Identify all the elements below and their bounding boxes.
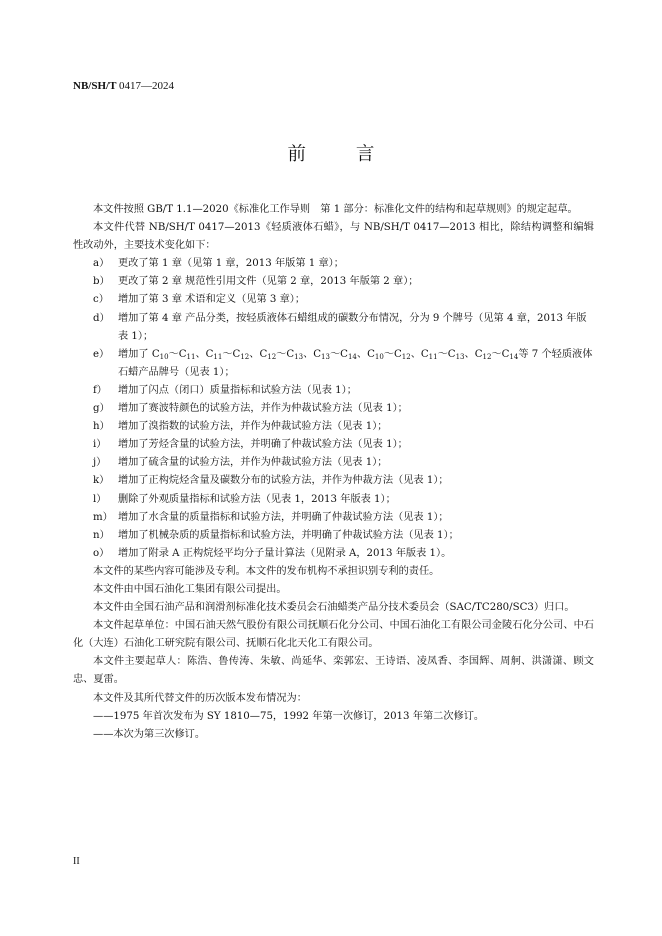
change-text: 增加了正构烷烃含量及碳数分布的试验方法，并作为仲裁方法（见表 1）； <box>118 475 449 487</box>
change-label: h） <box>93 421 110 433</box>
change-item-b <box>73 273 594 291</box>
change-label: n） <box>93 529 110 541</box>
carbon-number: $C_{13}$ <box>313 348 330 361</box>
carbon-number: $C_{11}$ <box>205 348 223 361</box>
history-item: ——本次为第三次修订。 <box>93 728 206 740</box>
change-label: j） <box>93 457 107 469</box>
carbon-number: $C_{12}$ <box>474 348 492 361</box>
change-text: 增加了第 4 章 产品分类，按轻质液体石蜡组成的碳数分布情况，分为 9 个牌号（见第 4 章，2013 年版表 1）； <box>118 312 587 342</box>
change-text: 增加了赛波特颜色的试验方法，并作为仲裁试验方法（见表 1）； <box>118 403 408 415</box>
carbon-number: $C_{13}$ <box>286 348 304 361</box>
drafting-units: 本文件起草单位：中国石油天然气股份有限公司抚顺石化分公司、中国石油化工有限公司金陵石化分公司、中石化（大连）石油化工研究院有限公司、抚顺石化北天化工有限公司。 <box>73 620 594 650</box>
change-label: c） <box>93 294 109 306</box>
change-item-j <box>73 454 594 472</box>
change-label: o） <box>93 547 110 559</box>
change-label: m） <box>93 511 113 523</box>
change-label: b） <box>93 276 110 288</box>
carbon-number: $C_{12}$ <box>259 348 277 361</box>
change-text-carbon-ranges <box>118 346 594 382</box>
change-label: f） <box>93 384 107 396</box>
carbon-number: $C_{11}$ <box>420 348 438 361</box>
carbon-range: $C_{10}\sim C_{12}$ <box>367 348 411 361</box>
foreword-body <box>73 201 594 744</box>
change-text: 增加了溴指数的试验方法，并作为仲裁试验方法（见表 1）； <box>118 421 388 433</box>
carbon-range: $C_{12}\sim C_{13}$ <box>259 348 304 361</box>
carbon-number: $C_{10}$ <box>151 348 169 361</box>
change-item-m <box>73 509 594 527</box>
proposer-statement: 本文件由中国石油化工集团有限公司提出。 <box>93 583 287 595</box>
change-label: g） <box>93 403 110 415</box>
change-text: 删除了外观质量指标和试验方法（见表 1，2013 年版表 1）； <box>118 493 396 505</box>
change-text-suffix: 等 7 个轻质液体石蜡产品牌号（见表 1）； <box>118 348 593 378</box>
change-item-a <box>73 255 594 273</box>
carbon-range: $C_{13}\sim C_{14}$ <box>313 348 357 361</box>
change-item-l <box>73 491 594 509</box>
carbon-range-list: $C_{10}\sim C_{11}$、$C_{11}\sim C_{12}$、$C_{12}\sim C_{13}$、$C_{13}\sim C_{14}$、$C_{10}\sim C_{12}$、$C_{11}\sim C_{13}$、$C_{12}\sim C_{14}$ <box>151 348 519 361</box>
carbon-number: $C_{10}$ <box>367 348 384 361</box>
change-label: k） <box>93 475 110 487</box>
change-text: 增加了附录 A 正构烷烃平均分子量计算法（见附录 A，2013 年版表 1）。 <box>118 547 452 559</box>
change-text: 更改了第 2 章 规范性引用文件（见第 2 章，2013 年版第 2 章）； <box>118 276 419 288</box>
change-item-h <box>73 418 594 436</box>
carbon-number: $C_{14}$ <box>501 348 519 361</box>
change-item-g <box>73 400 594 418</box>
carbon-range: $C_{11}\sim C_{13}$ <box>420 348 465 361</box>
change-item-f <box>73 382 594 400</box>
carbon-number: $C_{12}$ <box>393 348 411 361</box>
carbon-number: $C_{13}$ <box>447 348 465 361</box>
standard-code <box>73 80 174 92</box>
carbon-range: $C_{12}\sim C_{14}$ <box>474 348 519 361</box>
committee-statement: 本文件由全国石油产品和润滑剂标准化技术委员会石油蜡类产品分技术委员会（SAC/TC280/SC3）归口。 <box>93 602 575 614</box>
change-label: e） <box>93 348 110 360</box>
change-text: 增加了机械杂质的质量指标和试验方法，并明确了仲裁试验方法（见表 1）； <box>118 529 459 541</box>
change-item-d <box>73 310 594 346</box>
intro-paragraph-replacement: 本文件代替 NB/SH/T 0417—2013《轻质液体石蜡》，与 NB/SH/T 0417—2013 相比，除结构调整和编辑性改动外，主要技术变化如下： <box>73 222 594 252</box>
page-title: 前 言 <box>287 144 397 165</box>
change-text: 增加了芳烃含量的试验方法，并明确了仲裁试验方法（见表 1）； <box>118 439 408 451</box>
intro-paragraph-drafting: 本文件按照 GB/T 1.1—2020《标准化工作导则 第 1 部分：标准化文件的结构和起草规则》的规定起草。 <box>93 204 578 215</box>
carbon-number: $C_{12}$ <box>232 348 250 361</box>
change-item-e <box>73 346 594 382</box>
carbon-number: $C_{11}$ <box>178 348 196 361</box>
change-label: a） <box>93 258 110 270</box>
change-item-k <box>73 472 594 490</box>
change-item-c <box>73 291 594 309</box>
change-text: 更改了第 1 章（见第 1 章，2013 年版第 1 章）； <box>118 258 344 270</box>
standard-code-number: 0417—2024 <box>118 80 174 92</box>
change-label: l） <box>93 493 107 505</box>
change-text: 增加了闪点（闭口）质量指标和试验方法（见表 1）； <box>118 384 357 396</box>
history-intro: 本文件及其所代替文件的历次版本发布情况为： <box>93 692 307 704</box>
standard-code-prefix: NB/SH/T <box>73 80 117 92</box>
page-number: II <box>73 856 80 867</box>
history-item: ——1975 年首次发布为 SY 1810—75，1992 年第一次修订，2013 年第二次修订。 <box>93 710 485 722</box>
carbon-range: $C_{11}\sim C_{12}$ <box>205 348 250 361</box>
patent-statement: 本文件的某些内容可能涉及专利。本文件的发布机构不承担识别专利的责任。 <box>93 565 440 577</box>
change-label: d） <box>93 312 110 324</box>
change-text: 增加了第 3 章 术语和定义（见第 3 章）； <box>118 294 306 306</box>
change-text: 增加了水含量的质量指标和试验方法，并明确了仲裁试验方法（见表 1）； <box>118 511 449 523</box>
change-label: i） <box>93 439 107 451</box>
change-item-i <box>73 436 594 454</box>
carbon-range: $C_{10}\sim C_{11}$ <box>151 348 196 361</box>
drafters: 本文件主要起草人：陈浩、鲁传涛、朱敏、尚延华、栾郭宏、王诗语、凌凤香、李国辉、周舸、洪潇潇、顾文忠、夏雷。 <box>73 656 594 686</box>
change-text: 增加了硫含量的试验方法，并作为仲裁试验方法（见表 1）； <box>118 457 388 469</box>
carbon-number: $C_{14}$ <box>340 348 357 361</box>
change-text-prefix: 增加了 <box>118 348 152 360</box>
change-item-o <box>73 545 594 563</box>
change-item-n <box>73 527 594 545</box>
